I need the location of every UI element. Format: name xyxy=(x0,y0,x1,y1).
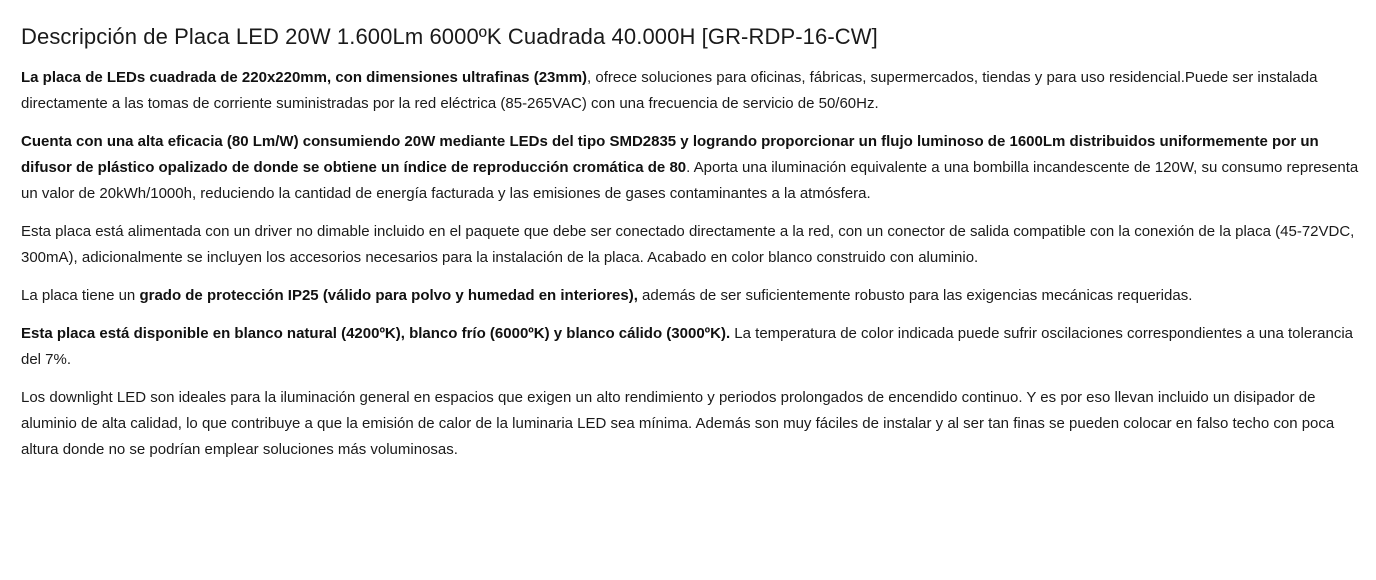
description-paragraph-efficacy xyxy=(21,129,1366,207)
paragraph-text: La temperatura de color indicada puede sufrir oscilaciones correspondientes a una tolerancia del 7%. xyxy=(21,325,1354,368)
paragraph-text: , ofrece soluciones para oficinas, fábricas, supermercados, tiendas y para uso residencial.Puede ser instalada directamente a las tomas de corriente suministradas por la red eléctrica (85-265VAC) con una frecuencia de servicio de 50/60Hz. xyxy=(21,69,1318,112)
paragraph-bold-text: Cuenta con una alta eficacia (80 Lm/W) consumiendo 20W mediante LEDs del tipo SMD2835 y logrando proporcionar un flujo luminoso de 1600Lm distribuidos uniformemente por un difusor de plástico opalizado de donde se obtiene un índice de reproducción cromática de 80 xyxy=(21,133,1319,176)
paragraph-text: además de ser suficientemente robusto para las exigencias mecánicas requeridas. xyxy=(637,287,1193,304)
paragraph-lead-text: La placa tiene un xyxy=(21,287,140,304)
paragraph-bold-text: Esta placa está disponible en blanco natural (4200ºK), blanco frío (6000ºK) y blanco cálido (3000ºK). xyxy=(21,325,731,342)
description-paragraph-protection xyxy=(21,283,1366,309)
paragraph-text: . Aporta una iluminación equivalente a una bombilla incandescente de 120W, su consumo representa un valor de 20kWh/1000h, reduciendo la cantidad de energía facturada y las emisiones de gases contaminantes a la atmósfera. xyxy=(21,159,1359,202)
description-title: Descripción de Placa LED 20W 1.600Lm 6000ºK Cuadrada 40.000H [GR-RDP-16-CW] xyxy=(21,24,878,49)
paragraph-text: Esta placa está alimentada con un driver no dimable incluido en el paquete que debe ser conectado directamente a la red, con un conector de salida compatible con la conexión de la placa (45-72VDC, 300mA), adicionalmente se incluyen los accesorios necesarios para la instalación de la placa. Acabado en color blanco construido con aluminio. xyxy=(21,223,1355,266)
paragraph-bold-text: grado de protección IP25 (válido para polvo y humedad en interiores), xyxy=(139,287,638,304)
description-paragraph-dimensions xyxy=(21,65,1366,117)
paragraph-text: Los downlight LED son ideales para la iluminación general en espacios que exigen un alto rendimiento y periodos prolongados de encendido continuo. Y es por eso llevan incluido un disipador de aluminio de alta calidad, lo que contribuye a que la emisión de calor de la luminaria LED sea mínima. Además son muy fáciles de instalar y al ser tan finas se pueden colocar en falso techo con poca altura donde no se podrían emplear soluciones más voluminosas. xyxy=(21,389,1335,458)
description-paragraph-colors xyxy=(21,321,1366,373)
description-paragraph-downlight xyxy=(21,385,1366,463)
description-paragraph-driver xyxy=(21,219,1366,271)
paragraph-bold-text: La placa de LEDs cuadrada de 220x220mm, con dimensiones ultrafinas (23mm) xyxy=(21,69,588,86)
